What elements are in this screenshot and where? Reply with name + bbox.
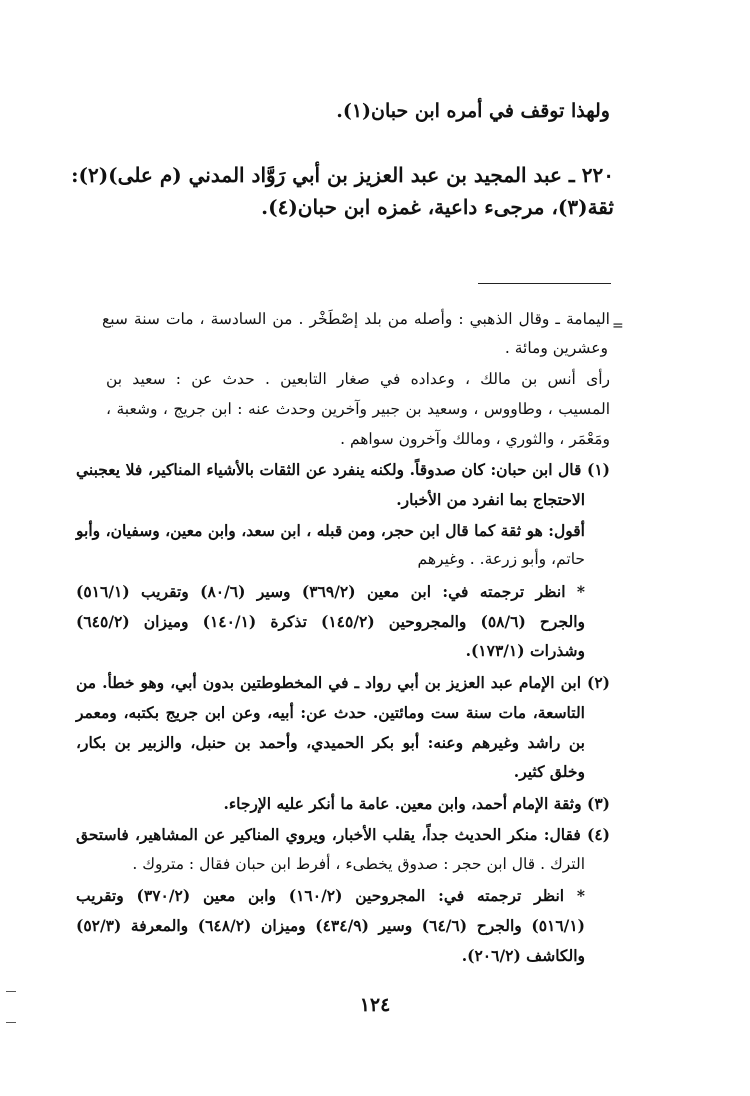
entry-heading: ٢٢٠ ـ عبد المجيد بن عبد العزيز بن أبي رَوَّاد المدني (م على)(٢):	[71, 163, 614, 187]
footnote-1-refs: * انظر ترجمته في: ابن معين (٣٦٩/٢) وسير (٨٠/٦) وتقريب (٥١٦/١)	[76, 582, 585, 601]
footnote-4-refs: والكاشف (٢٠٦/٢).	[461, 946, 585, 965]
footnote-1-line: حاتم، وأبو زرعة. . وغيرهم	[417, 550, 585, 568]
footnote-line: المسيب ، وطاووس ، وسعيد بن جبير وآخرين وحدث عنه : ابن جريج ، وشعبة ،	[106, 400, 610, 418]
footnote-line: رأى أنس بن مالك ، وعداده في صغار التابعين . حدث عن : سعيد بن	[106, 370, 610, 388]
footnote-1-line: الاحتجاج بما انفرد من الأخبار.	[396, 490, 585, 509]
footnote-4: (٤) فقال: منكر الحديث جداً، يقلب الأخبار، ويروي المناكير عن المشاهير، فاستحق	[76, 825, 610, 844]
scan-edge-mark	[6, 991, 16, 992]
entry-description: ثقة(٣)، مرجىء داعية، غمزه ابن حبان(٤).	[261, 195, 614, 219]
footnote-4-refs: (٥١٦/١) والجرح (٦٤/٦) وسير (٤٣٤/٩) وميزان (٦٤٨/٢) والمعرفة (٥٢/٣)	[76, 916, 586, 935]
footnote-line: اليمامة ـ وقال الذهبي : وأصله من بلد إصْطَخْر . من السادسة ، مات سنة سبع	[102, 310, 610, 328]
footnote-3: (٣) وثقة الإمام أحمد، وابن معين. عامة ما أنكر عليه الإرجاء.	[223, 794, 610, 813]
footnote-2-line: وخلق كثير.	[513, 762, 585, 781]
footnote-1: (١) قال ابن حبان: كان صدوقاً. ولكنه ينفرد عن الثقات بالأشياء المناكير، فلا يعجبني	[76, 460, 610, 479]
footnote-1-refs: وشذرات (١٧٣/١).	[465, 641, 585, 660]
footnote-2-line: التاسعة، مات سنة ست ومائتين. حدث عن: أبيه، وعن ابن جريج بكتبه، ومعمر	[76, 703, 585, 722]
main-text-line: ولهذا توقف في أمره ابن حبان(١).	[336, 100, 610, 122]
footnote-separator	[478, 283, 611, 284]
footnote-2: (٢) ابن الإمام عبد العزيز بن أبي رواد ـ في المخطوطتين بدون أبي، وهو خطأ. من	[76, 673, 610, 692]
footnote-4-refs: * انظر ترجمته في: المجروحين (١٦٠/٢) وابن معين (٣٧٠/٢) وتقريب	[76, 886, 585, 905]
page-number: ١٢٤	[359, 994, 391, 1016]
continuation-mark: =	[612, 318, 624, 334]
footnote-2-line: بن راشد وغيرهم وعنه: أبو بكر الحميدي، وأحمد بن حنبل، والزبير بن بكار،	[76, 733, 585, 752]
footnote-1-refs: والجرح (٥٨/٦) والمجروحين (١٤٥/٢) تذكرة (١٤٠/١) وميزان (٦٤٥/٢)	[76, 612, 586, 631]
footnote-4-line: الترك . قال ابن حجر : صدوق يخطىء ، أفرط ابن حبان فقال : متروك .	[132, 855, 585, 873]
footnote-1-line: أقول: هو ثقة كما قال ابن حجر، ومن قبله ، ابن سعد، وابن معين، وسفيان، وأبو	[76, 521, 585, 540]
footnote-line: ومَعْمَر ، والثوري ، ومالك وآخرون سواهم .	[340, 430, 610, 448]
footnote-line: وعشرين ومائة .	[504, 339, 608, 357]
scan-edge-mark	[6, 1022, 16, 1023]
